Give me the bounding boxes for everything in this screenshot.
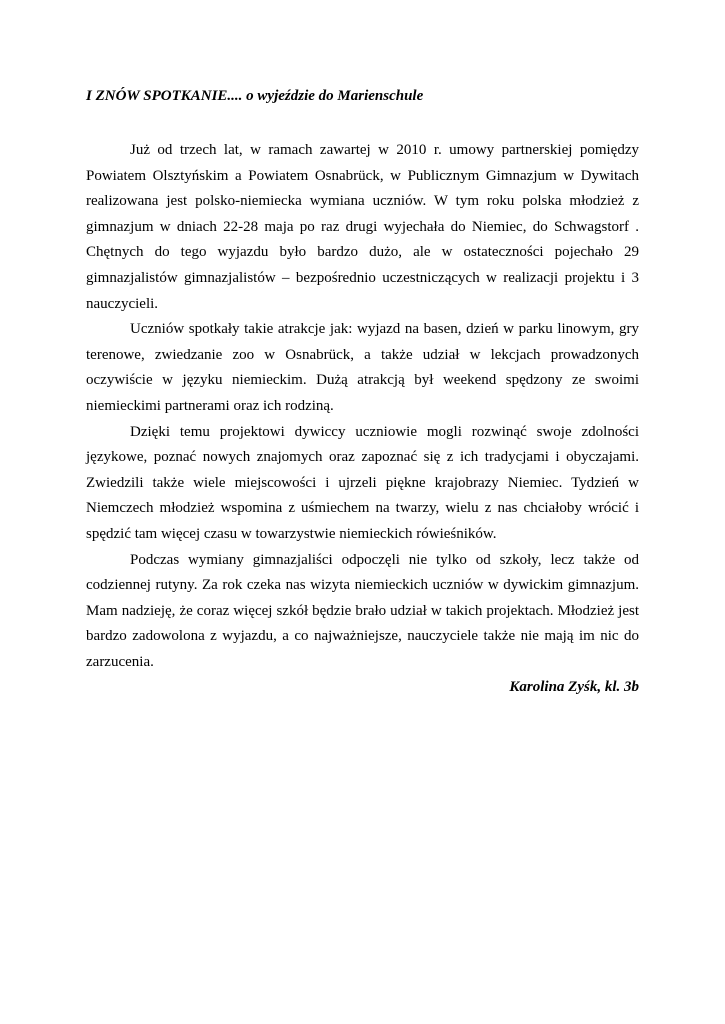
- paragraph-3: Dzięki temu projektowi dywiccy uczniowie mogli rozwinąć swoje zdolności językowe, poznać nowych znajomych oraz zapoznać się z ich tradycjami i obyczajami. Zwiedzili także wiele miejscowości i ujrzeli piękne krajobrazy Niemiec. Tydzień w Niemczech młodzież wspomina z uśmiechem na twarzy, wielu z nas chciałoby wrócić i spędzić tam więcej czasu w towarzystwie niemieckich rówieśników.: [86, 423, 639, 542]
- paragraph-1: Już od trzech lat, w ramach zawartej w 2010 r. umowy partnerskiej pomiędzy Powiatem Olsztyńskim a Powiatem Osnabrück, w Publicznym Gimnazjum w Dywitach realizowana jest polsko-niemiecka wymiana uczniów. W tym roku polska młodzież z gimnazjum w dniach 22-28 maja po raz drugi wyjechała do Niemiec, do Schwagstorf . Chętnych do tego wyjazdu było bardzo dużo, ale w ostateczności pojechało 29 gimnazjalistów gimnazjalistów – bezpośrednio uczestniczących w realizacji projektu i 3 nauczycieli.: [86, 142, 639, 312]
- article-title: I ZNÓW SPOTKANIE.... o wyjeździe do Marienschule: [86, 88, 424, 104]
- article-body: [86, 86, 639, 701]
- author-signature: Karolina Zyśk, kl. 3b: [509, 679, 639, 696]
- paragraph-2: Uczniów spotkały takie atrakcje jak: wyjazd na basen, dzień w parku linowym, gry terenowe, zwiedzanie zoo w Osnabrück, a także udział w lekcjach prowadzonych oczywiście w języku niemieckim. Dużą atrakcją był weekend spędzony ze swoimi niemieckimi partnerami oraz ich rodziną.: [86, 321, 639, 414]
- paragraph-4: Podczas wymiany gimnazjaliści odpoczęli nie tylko od szkoły, lecz także od codziennej rutyny. Za rok czeka nas wizyta niemieckich uczniów w dywickim gimnazjum. Mam nadzieję, że coraz więcej szkół będzie brało udział w takich projektach. Młodzież jest bardzo zadowolona z wyjazdu, a co najważniejsze, nauczyciele także nie mają im nic do zarzucenia.: [86, 551, 639, 670]
- title-spacer: [86, 106, 639, 138]
